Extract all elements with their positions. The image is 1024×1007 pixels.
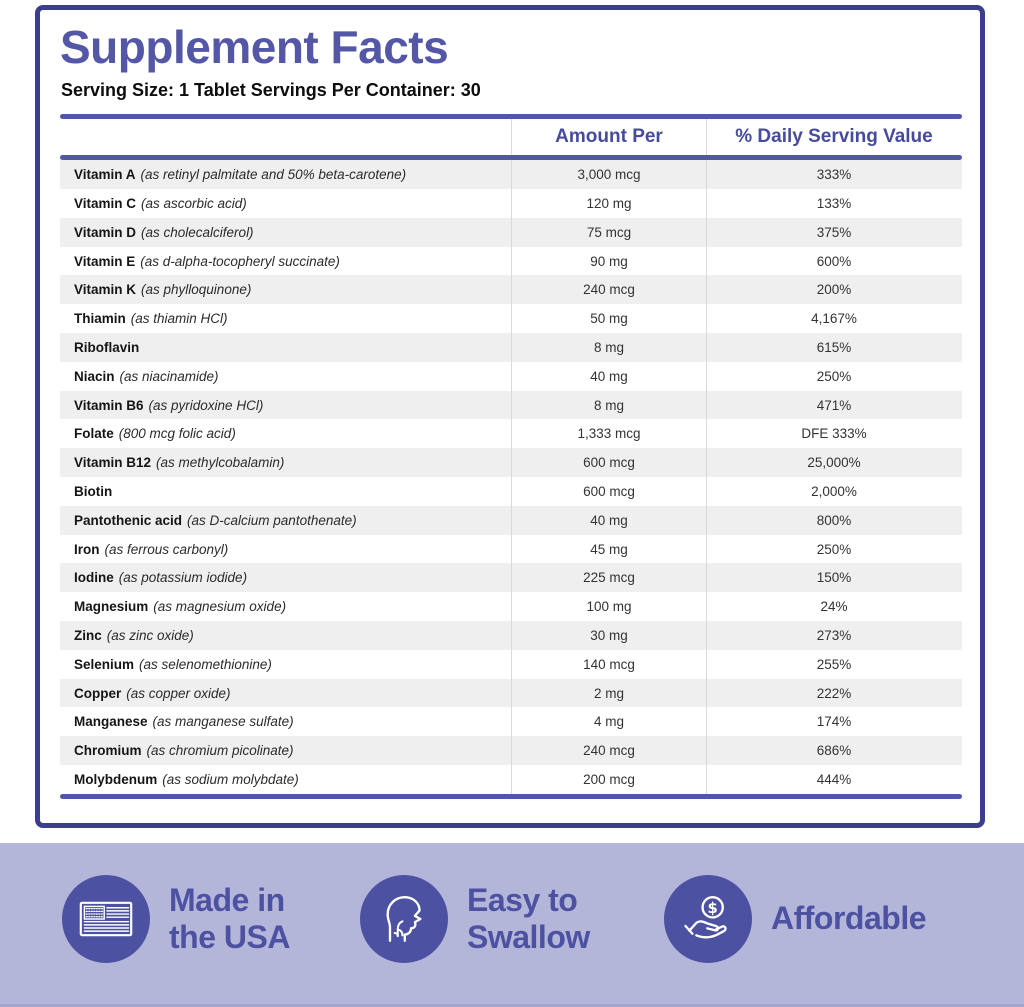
nutrient-name: Zinc <box>74 627 102 643</box>
nutrient-amount: 200 mcg <box>512 765 707 794</box>
nutrient-detail: (as phylloquinone) <box>141 282 252 298</box>
nutrient-name: Vitamin D <box>74 224 137 240</box>
header-daily-value: % Daily Serving Value <box>735 126 933 148</box>
table-row <box>60 765 962 794</box>
table-row <box>60 218 962 247</box>
nutrient-daily-value: 200% <box>816 282 852 298</box>
table-row <box>60 592 962 621</box>
nutrient-daily-value: 4,167% <box>811 311 857 327</box>
nutrient-detail: (as niacinamide) <box>119 368 219 384</box>
nutrient-name: Copper <box>74 685 122 701</box>
nutrient-daily-value: 800% <box>816 512 852 528</box>
nutrient-amount: 3,000 mcg <box>512 160 707 189</box>
feature-label-line1: Made in <box>169 881 285 918</box>
nutrient-daily-value: 333% <box>816 167 852 183</box>
nutrient-name: Magnesium <box>74 599 149 615</box>
nutrient-name: Vitamin K <box>74 282 137 298</box>
nutrient-name: Pantothenic acid <box>74 512 183 528</box>
table-row <box>60 333 962 362</box>
nutrient-daily-value: 250% <box>816 368 852 384</box>
nutrient-amount: 600 mcg <box>512 477 707 506</box>
nutrient-cell <box>60 333 512 362</box>
feature-made-in-usa <box>62 875 290 963</box>
nutrient-detail: (as copper oxide) <box>126 685 231 701</box>
table-row <box>60 477 962 506</box>
nutrient-amount: 2 mg <box>512 679 707 708</box>
nutrient-detail: (as d-alpha-tocopheryl succinate) <box>140 253 340 269</box>
nutrient-daily-value: 25,000% <box>807 455 861 471</box>
feature-label-line1: Easy to <box>467 881 578 918</box>
usa-flag-icon <box>62 875 150 963</box>
table-row <box>60 448 962 477</box>
nutrient-daily-value: 222% <box>816 685 852 701</box>
nutrient-detail: (as cholecalciferol) <box>141 224 254 240</box>
nutrient-name: Chromium <box>74 743 142 759</box>
nutrient-name: Vitamin A <box>74 167 136 183</box>
table-row <box>60 621 962 650</box>
nutrient-cell <box>60 679 512 708</box>
nutrient-cell <box>60 218 512 247</box>
nutrient-amount: 225 mcg <box>512 563 707 592</box>
table-row <box>60 736 962 765</box>
nutrient-name: Vitamin B6 <box>74 397 144 413</box>
nutrient-detail: (as chromium picolinate) <box>146 743 294 759</box>
nutrient-amount: 4 mg <box>512 707 707 736</box>
nutrient-cell <box>60 247 512 276</box>
nutrient-cell <box>60 535 512 564</box>
table-row <box>60 189 962 218</box>
nutrient-name: Vitamin E <box>74 253 136 269</box>
nutrient-daily-value: 444% <box>816 771 852 787</box>
nutrient-detail: (as potassium iodide) <box>118 570 248 586</box>
nutrient-cell <box>60 506 512 535</box>
table-row <box>60 563 962 592</box>
table-row <box>60 275 962 304</box>
feature-label <box>771 900 926 937</box>
nutrient-detail: (as manganese sulfate) <box>152 714 294 730</box>
nutrient-detail: (as thiamin HCl) <box>130 311 228 327</box>
nutrient-name: Vitamin B12 <box>74 455 152 471</box>
nutrient-daily-value: 150% <box>816 570 852 586</box>
nutrient-amount: 1,333 mcg <box>512 419 707 448</box>
table-row <box>60 247 962 276</box>
nutrient-amount: 120 mg <box>512 189 707 218</box>
nutrient-cell <box>60 621 512 650</box>
nutrient-cell <box>60 189 512 218</box>
nutrient-amount: 50 mg <box>512 304 707 333</box>
nutrient-name: Molybdenum <box>74 771 158 787</box>
nutrient-detail: (as pyridoxine HCl) <box>148 397 264 413</box>
nutrient-cell <box>60 736 512 765</box>
nutrient-name: Biotin <box>74 483 113 499</box>
nutrient-name: Selenium <box>74 656 135 672</box>
head-swallow-icon <box>360 875 448 963</box>
nutrient-name: Vitamin C <box>74 195 137 211</box>
nutrient-cell <box>60 419 512 448</box>
nutrient-detail: (as ferrous carbonyl) <box>104 541 229 557</box>
feature-label <box>467 882 590 956</box>
nutrient-name: Riboflavin <box>74 339 140 355</box>
nutrient-amount: 45 mg <box>512 535 707 564</box>
nutrient-amount: 75 mcg <box>512 218 707 247</box>
nutrient-daily-value: 250% <box>816 541 852 557</box>
nutrient-cell <box>60 362 512 391</box>
table-row <box>60 391 962 420</box>
nutrient-cell <box>60 650 512 679</box>
nutrient-detail: (as zinc oxide) <box>106 627 194 643</box>
table-row <box>60 707 962 736</box>
facts-rows <box>60 160 962 794</box>
nutrient-daily-value: 2,000% <box>811 483 857 499</box>
nutrient-cell <box>60 160 512 189</box>
table-row <box>60 304 962 333</box>
facts-table <box>60 114 962 799</box>
table-row <box>60 419 962 448</box>
nutrient-daily-value: 375% <box>816 224 852 240</box>
header-nutrient <box>60 119 512 155</box>
table-row <box>60 160 962 189</box>
nutrient-cell <box>60 391 512 420</box>
nutrient-cell <box>60 304 512 333</box>
nutrient-amount: 100 mg <box>512 592 707 621</box>
nutrient-amount: 140 mcg <box>512 650 707 679</box>
nutrient-cell <box>60 765 512 794</box>
nutrient-amount: 240 mcg <box>512 275 707 304</box>
nutrient-daily-value: 686% <box>816 743 852 759</box>
supplement-facts-card <box>35 5 985 828</box>
feature-label-line1: Affordable <box>771 900 926 937</box>
nutrient-name: Niacin <box>74 368 115 384</box>
nutrient-detail: (as ascorbic acid) <box>141 195 247 211</box>
feature-easy-to-swallow <box>360 875 590 963</box>
nutrient-detail: (as D-calcium pantothenate) <box>187 512 357 528</box>
nutrient-detail: (800 mcg folic acid) <box>118 426 236 442</box>
nutrient-detail: (as selenomethionine) <box>139 656 272 672</box>
nutrient-daily-value: 24% <box>820 599 848 615</box>
nutrient-daily-value: DFE 333% <box>801 426 867 442</box>
nutrient-cell <box>60 448 512 477</box>
nutrient-name: Iodine <box>74 570 114 586</box>
nutrient-daily-value: 273% <box>816 627 852 643</box>
table-row <box>60 535 962 564</box>
nutrient-amount: 240 mcg <box>512 736 707 765</box>
nutrient-daily-value: 133% <box>816 195 852 211</box>
nutrient-name: Folate <box>74 426 114 442</box>
table-row <box>60 650 962 679</box>
nutrient-detail: (as retinyl palmitate and 50% beta-carotene) <box>140 167 407 183</box>
nutrient-daily-value: 471% <box>816 397 852 413</box>
nutrient-cell <box>60 707 512 736</box>
nutrient-detail: (as magnesium oxide) <box>153 599 287 615</box>
nutrient-amount: 8 mg <box>512 333 707 362</box>
bottom-banner <box>0 843 1024 1007</box>
nutrient-detail: (as sodium molybdate) <box>162 771 299 787</box>
nutrient-cell <box>60 563 512 592</box>
nutrient-name: Iron <box>74 541 100 557</box>
table-bottom-rule <box>60 794 962 799</box>
nutrient-detail: (as methylcobalamin) <box>156 455 285 471</box>
nutrient-amount: 40 mg <box>512 362 707 391</box>
nutrient-cell <box>60 477 512 506</box>
table-header-row <box>60 119 962 155</box>
table-row <box>60 679 962 708</box>
nutrient-amount: 40 mg <box>512 506 707 535</box>
hand-coin-icon <box>664 875 752 963</box>
feature-label-line2: Swallow <box>467 919 590 955</box>
nutrient-daily-value: 255% <box>816 656 852 672</box>
nutrient-cell <box>60 275 512 304</box>
feature-affordable <box>664 875 926 963</box>
nutrient-daily-value: 174% <box>816 714 852 730</box>
page-title: Supplement Facts <box>60 21 449 73</box>
nutrient-amount: 8 mg <box>512 391 707 420</box>
nutrient-name: Manganese <box>74 714 148 730</box>
svg-text:$: $ <box>707 899 718 917</box>
table-row <box>60 506 962 535</box>
nutrient-cell <box>60 592 512 621</box>
nutrient-amount: 90 mg <box>512 247 707 276</box>
nutrient-amount: 600 mcg <box>512 448 707 477</box>
table-row <box>60 362 962 391</box>
serving-size-text: Serving Size: 1 Tablet Servings Per Container: 30 <box>61 80 481 101</box>
header-amount: Amount Per <box>512 119 707 155</box>
nutrient-daily-value: 615% <box>816 339 852 355</box>
nutrient-name: Thiamin <box>74 311 126 327</box>
feature-label <box>169 882 290 956</box>
feature-label-line2: the USA <box>169 919 290 955</box>
nutrient-amount: 30 mg <box>512 621 707 650</box>
nutrient-daily-value: 600% <box>816 253 852 269</box>
